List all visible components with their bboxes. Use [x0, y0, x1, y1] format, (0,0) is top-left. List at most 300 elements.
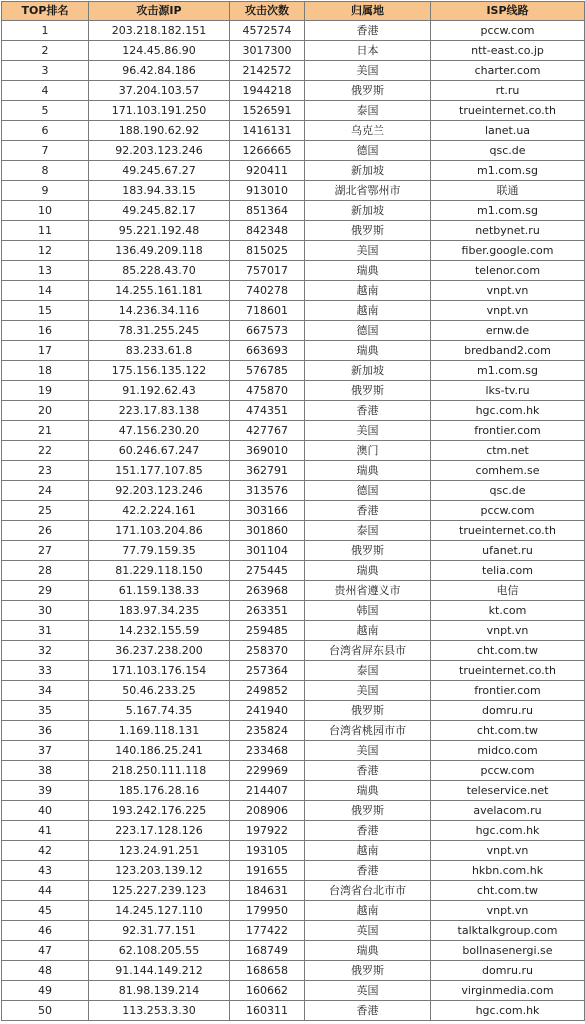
- cell-isp: trueinternet.co.th: [431, 661, 585, 681]
- cell-isp: bollnasenergi.se: [431, 941, 585, 961]
- cell-location: 美国: [305, 61, 431, 81]
- cell-isp: m1.com.sg: [431, 201, 585, 221]
- cell-attack-count: 842348: [230, 221, 305, 241]
- cell-isp: hkbn.com.hk: [431, 861, 585, 881]
- cell-location: 越南: [305, 281, 431, 301]
- cell-attack-count: 475870: [230, 381, 305, 401]
- cell-isp: qsc.de: [431, 481, 585, 501]
- cell-location: 美国: [305, 241, 431, 261]
- cell-rank: 21: [2, 421, 89, 441]
- cell-location: 贵州省遵义市: [305, 581, 431, 601]
- table-row: [2, 901, 585, 921]
- cell-location: 香港: [305, 861, 431, 881]
- cell-isp: m1.com.sg: [431, 361, 585, 381]
- cell-attack-count: 2142572: [230, 61, 305, 81]
- table-row: [2, 501, 585, 521]
- header-location: 归属地: [305, 2, 431, 21]
- table-row: [2, 361, 585, 381]
- cell-rank: 11: [2, 221, 89, 241]
- cell-isp: cht.com.tw: [431, 641, 585, 661]
- table-row: [2, 61, 585, 81]
- cell-location: 香港: [305, 1001, 431, 1021]
- table-row: [2, 841, 585, 861]
- cell-location: 瑞典: [305, 941, 431, 961]
- cell-rank: 26: [2, 521, 89, 541]
- table-row: [2, 621, 585, 641]
- cell-location: 香港: [305, 501, 431, 521]
- cell-isp: frontier.com: [431, 681, 585, 701]
- cell-location: 香港: [305, 761, 431, 781]
- cell-rank: 35: [2, 701, 89, 721]
- cell-source-ip: 92.203.123.246: [89, 481, 230, 501]
- cell-source-ip: 136.49.209.118: [89, 241, 230, 261]
- cell-location: 新加坡: [305, 161, 431, 181]
- cell-location: 美国: [305, 421, 431, 441]
- cell-attack-count: 313576: [230, 481, 305, 501]
- cell-rank: 28: [2, 561, 89, 581]
- table-row: [2, 861, 585, 881]
- cell-attack-count: 815025: [230, 241, 305, 261]
- cell-source-ip: 124.45.86.90: [89, 41, 230, 61]
- table-row: [2, 981, 585, 1001]
- table-row: [2, 921, 585, 941]
- cell-isp: ernw.de: [431, 321, 585, 341]
- cell-source-ip: 175.156.135.122: [89, 361, 230, 381]
- cell-rank: 12: [2, 241, 89, 261]
- cell-location: 英国: [305, 981, 431, 1001]
- cell-attack-count: 263968: [230, 581, 305, 601]
- cell-rank: 3: [2, 61, 89, 81]
- cell-location: 俄罗斯: [305, 81, 431, 101]
- cell-source-ip: 49.245.82.17: [89, 201, 230, 221]
- cell-attack-count: 920411: [230, 161, 305, 181]
- table-row: [2, 721, 585, 741]
- cell-source-ip: 123.203.139.12: [89, 861, 230, 881]
- cell-source-ip: 183.94.33.15: [89, 181, 230, 201]
- table-row: [2, 301, 585, 321]
- table-row: [2, 941, 585, 961]
- cell-isp: talktalkgroup.com: [431, 921, 585, 941]
- cell-attack-count: 740278: [230, 281, 305, 301]
- table-row: [2, 41, 585, 61]
- cell-source-ip: 85.228.43.70: [89, 261, 230, 281]
- header-rank: TOP排名: [2, 2, 89, 21]
- attack-source-table: [1, 1, 585, 1021]
- cell-rank: 27: [2, 541, 89, 561]
- cell-location: 香港: [305, 401, 431, 421]
- cell-source-ip: 140.186.25.241: [89, 741, 230, 761]
- cell-isp: vnpt.vn: [431, 621, 585, 641]
- cell-source-ip: 42.2.224.161: [89, 501, 230, 521]
- cell-rank: 33: [2, 661, 89, 681]
- cell-attack-count: 208906: [230, 801, 305, 821]
- cell-source-ip: 14.232.155.59: [89, 621, 230, 641]
- cell-isp: trueinternet.co.th: [431, 101, 585, 121]
- table-row: [2, 781, 585, 801]
- cell-attack-count: 913010: [230, 181, 305, 201]
- table-body: [2, 21, 585, 1021]
- cell-location: 瑞典: [305, 261, 431, 281]
- cell-rank: 43: [2, 861, 89, 881]
- table-row: [2, 161, 585, 181]
- cell-location: 台湾省桃园市市: [305, 721, 431, 741]
- cell-location: 瑞典: [305, 341, 431, 361]
- cell-attack-count: 427767: [230, 421, 305, 441]
- cell-isp: frontier.com: [431, 421, 585, 441]
- table-row: [2, 881, 585, 901]
- table-row: [2, 241, 585, 261]
- cell-rank: 38: [2, 761, 89, 781]
- table-row: [2, 581, 585, 601]
- table-row: [2, 401, 585, 421]
- cell-source-ip: 83.233.61.8: [89, 341, 230, 361]
- table-row: [2, 201, 585, 221]
- table-row: [2, 541, 585, 561]
- cell-rank: 4: [2, 81, 89, 101]
- cell-rank: 32: [2, 641, 89, 661]
- cell-location: 台湾省屏东县市: [305, 641, 431, 661]
- cell-attack-count: 160662: [230, 981, 305, 1001]
- cell-rank: 49: [2, 981, 89, 1001]
- cell-location: 台湾省台北市市: [305, 881, 431, 901]
- cell-attack-count: 275445: [230, 561, 305, 581]
- cell-rank: 20: [2, 401, 89, 421]
- cell-rank: 48: [2, 961, 89, 981]
- cell-attack-count: 303166: [230, 501, 305, 521]
- cell-isp: virginmedia.com: [431, 981, 585, 1001]
- cell-source-ip: 151.177.107.85: [89, 461, 230, 481]
- cell-attack-count: 258370: [230, 641, 305, 661]
- cell-source-ip: 81.98.139.214: [89, 981, 230, 1001]
- cell-isp: trueinternet.co.th: [431, 521, 585, 541]
- cell-rank: 19: [2, 381, 89, 401]
- cell-source-ip: 125.227.239.123: [89, 881, 230, 901]
- cell-source-ip: 1.169.118.131: [89, 721, 230, 741]
- cell-isp: vnpt.vn: [431, 301, 585, 321]
- table-row: [2, 101, 585, 121]
- cell-attack-count: 229969: [230, 761, 305, 781]
- table-row: [2, 141, 585, 161]
- header-attack-count: 攻击次数: [230, 2, 305, 21]
- cell-isp: kt.com: [431, 601, 585, 621]
- cell-location: 越南: [305, 301, 431, 321]
- cell-rank: 13: [2, 261, 89, 281]
- cell-source-ip: 223.17.83.138: [89, 401, 230, 421]
- cell-isp: midco.com: [431, 741, 585, 761]
- cell-isp: pccw.com: [431, 761, 585, 781]
- cell-isp: vnpt.vn: [431, 841, 585, 861]
- cell-source-ip: 78.31.255.245: [89, 321, 230, 341]
- table-row: [2, 421, 585, 441]
- cell-rank: 25: [2, 501, 89, 521]
- table-row: [2, 181, 585, 201]
- cell-source-ip: 188.190.62.92: [89, 121, 230, 141]
- cell-rank: 42: [2, 841, 89, 861]
- cell-source-ip: 50.46.233.25: [89, 681, 230, 701]
- cell-location: 美国: [305, 681, 431, 701]
- cell-location: 英国: [305, 921, 431, 941]
- cell-rank: 5: [2, 101, 89, 121]
- table-row: [2, 321, 585, 341]
- cell-source-ip: 95.221.192.48: [89, 221, 230, 241]
- cell-source-ip: 113.253.3.30: [89, 1001, 230, 1021]
- cell-location: 德国: [305, 321, 431, 341]
- cell-isp: rt.ru: [431, 81, 585, 101]
- cell-source-ip: 77.79.159.35: [89, 541, 230, 561]
- cell-source-ip: 92.31.77.151: [89, 921, 230, 941]
- cell-rank: 14: [2, 281, 89, 301]
- cell-location: 乌克兰: [305, 121, 431, 141]
- table-row: [2, 21, 585, 41]
- cell-source-ip: 91.144.149.212: [89, 961, 230, 981]
- table-row: [2, 461, 585, 481]
- cell-location: 香港: [305, 21, 431, 41]
- cell-attack-count: 168749: [230, 941, 305, 961]
- table-row: [2, 961, 585, 981]
- cell-rank: 2: [2, 41, 89, 61]
- cell-source-ip: 203.218.182.151: [89, 21, 230, 41]
- cell-attack-count: 1944218: [230, 81, 305, 101]
- cell-rank: 16: [2, 321, 89, 341]
- cell-attack-count: 667573: [230, 321, 305, 341]
- cell-isp: ctm.net: [431, 441, 585, 461]
- table-row: [2, 481, 585, 501]
- table-row: [2, 441, 585, 461]
- cell-rank: 39: [2, 781, 89, 801]
- cell-source-ip: 81.229.118.150: [89, 561, 230, 581]
- cell-attack-count: 214407: [230, 781, 305, 801]
- cell-location: 瑞典: [305, 461, 431, 481]
- cell-rank: 46: [2, 921, 89, 941]
- cell-source-ip: 92.203.123.246: [89, 141, 230, 161]
- cell-source-ip: 14.245.127.110: [89, 901, 230, 921]
- cell-attack-count: 663693: [230, 341, 305, 361]
- cell-isp: charter.com: [431, 61, 585, 81]
- cell-rank: 34: [2, 681, 89, 701]
- cell-isp: 电信: [431, 581, 585, 601]
- cell-location: 瑞典: [305, 781, 431, 801]
- cell-attack-count: 233468: [230, 741, 305, 761]
- cell-rank: 47: [2, 941, 89, 961]
- cell-isp: cht.com.tw: [431, 721, 585, 741]
- cell-isp: hgc.com.hk: [431, 821, 585, 841]
- cell-attack-count: 3017300: [230, 41, 305, 61]
- cell-location: 湖北省鄂州市: [305, 181, 431, 201]
- cell-rank: 45: [2, 901, 89, 921]
- table-row: [2, 701, 585, 721]
- cell-attack-count: 197922: [230, 821, 305, 841]
- table-row: [2, 281, 585, 301]
- cell-isp: lks-tv.ru: [431, 381, 585, 401]
- cell-isp: m1.com.sg: [431, 161, 585, 181]
- table-row: [2, 681, 585, 701]
- cell-rank: 31: [2, 621, 89, 641]
- cell-source-ip: 223.17.128.126: [89, 821, 230, 841]
- cell-rank: 30: [2, 601, 89, 621]
- cell-isp: ufanet.ru: [431, 541, 585, 561]
- table-row: [2, 81, 585, 101]
- cell-source-ip: 183.97.34.235: [89, 601, 230, 621]
- cell-source-ip: 47.156.230.20: [89, 421, 230, 441]
- cell-attack-count: 168658: [230, 961, 305, 981]
- cell-attack-count: 177422: [230, 921, 305, 941]
- cell-location: 韩国: [305, 601, 431, 621]
- cell-rank: 1: [2, 21, 89, 41]
- cell-isp: teleservice.net: [431, 781, 585, 801]
- cell-attack-count: 249852: [230, 681, 305, 701]
- cell-location: 越南: [305, 841, 431, 861]
- cell-isp: comhem.se: [431, 461, 585, 481]
- cell-rank: 40: [2, 801, 89, 821]
- cell-location: 俄罗斯: [305, 701, 431, 721]
- cell-location: 俄罗斯: [305, 221, 431, 241]
- cell-rank: 15: [2, 301, 89, 321]
- cell-attack-count: 193105: [230, 841, 305, 861]
- table-row: [2, 601, 585, 621]
- cell-attack-count: 362791: [230, 461, 305, 481]
- cell-attack-count: 369010: [230, 441, 305, 461]
- cell-isp: pccw.com: [431, 21, 585, 41]
- cell-rank: 8: [2, 161, 89, 181]
- cell-rank: 24: [2, 481, 89, 501]
- cell-attack-count: 184631: [230, 881, 305, 901]
- cell-attack-count: 191655: [230, 861, 305, 881]
- cell-location: 澳门: [305, 441, 431, 461]
- table-row: [2, 761, 585, 781]
- cell-isp: 联通: [431, 181, 585, 201]
- cell-source-ip: 193.242.176.225: [89, 801, 230, 821]
- cell-location: 泰国: [305, 661, 431, 681]
- header-isp: ISP线路: [431, 2, 585, 21]
- cell-rank: 29: [2, 581, 89, 601]
- cell-attack-count: 241940: [230, 701, 305, 721]
- cell-location: 日本: [305, 41, 431, 61]
- cell-rank: 23: [2, 461, 89, 481]
- header-row: [2, 2, 585, 21]
- cell-rank: 44: [2, 881, 89, 901]
- table-row: [2, 121, 585, 141]
- cell-attack-count: 301104: [230, 541, 305, 561]
- cell-location: 俄罗斯: [305, 961, 431, 981]
- table-row: [2, 821, 585, 841]
- cell-attack-count: 160311: [230, 1001, 305, 1021]
- cell-isp: telia.com: [431, 561, 585, 581]
- cell-attack-count: 235824: [230, 721, 305, 741]
- cell-isp: hgc.com.hk: [431, 401, 585, 421]
- cell-location: 泰国: [305, 101, 431, 121]
- cell-rank: 50: [2, 1001, 89, 1021]
- cell-location: 俄罗斯: [305, 381, 431, 401]
- cell-attack-count: 4572574: [230, 21, 305, 41]
- cell-source-ip: 61.159.138.33: [89, 581, 230, 601]
- cell-isp: domru.ru: [431, 701, 585, 721]
- cell-source-ip: 123.24.91.251: [89, 841, 230, 861]
- table-row: [2, 221, 585, 241]
- cell-isp: vnpt.vn: [431, 901, 585, 921]
- cell-location: 新加坡: [305, 201, 431, 221]
- cell-rank: 17: [2, 341, 89, 361]
- cell-rank: 10: [2, 201, 89, 221]
- cell-source-ip: 185.176.28.16: [89, 781, 230, 801]
- table-row: [2, 661, 585, 681]
- cell-isp: bredband2.com: [431, 341, 585, 361]
- cell-attack-count: 1526591: [230, 101, 305, 121]
- cell-attack-count: 257364: [230, 661, 305, 681]
- cell-rank: 22: [2, 441, 89, 461]
- cell-attack-count: 576785: [230, 361, 305, 381]
- table-row: [2, 801, 585, 821]
- cell-rank: 41: [2, 821, 89, 841]
- cell-location: 俄罗斯: [305, 801, 431, 821]
- header-source-ip: 攻击源IP: [89, 2, 230, 21]
- cell-source-ip: 5.167.74.35: [89, 701, 230, 721]
- cell-isp: ntt-east.co.jp: [431, 41, 585, 61]
- cell-isp: vnpt.vn: [431, 281, 585, 301]
- cell-source-ip: 60.246.67.247: [89, 441, 230, 461]
- cell-source-ip: 96.42.84.186: [89, 61, 230, 81]
- cell-source-ip: 36.237.238.200: [89, 641, 230, 661]
- cell-source-ip: 171.103.204.86: [89, 521, 230, 541]
- cell-attack-count: 757017: [230, 261, 305, 281]
- cell-source-ip: 49.245.67.27: [89, 161, 230, 181]
- cell-location: 美国: [305, 741, 431, 761]
- cell-rank: 18: [2, 361, 89, 381]
- cell-attack-count: 179950: [230, 901, 305, 921]
- table-row: [2, 1001, 585, 1021]
- cell-source-ip: 14.236.34.116: [89, 301, 230, 321]
- cell-location: 德国: [305, 141, 431, 161]
- table-row: [2, 741, 585, 761]
- cell-isp: hgc.com.hk: [431, 1001, 585, 1021]
- cell-rank: 7: [2, 141, 89, 161]
- cell-isp: netbynet.ru: [431, 221, 585, 241]
- cell-isp: cht.com.tw: [431, 881, 585, 901]
- cell-isp: fiber.google.com: [431, 241, 585, 261]
- cell-rank: 9: [2, 181, 89, 201]
- cell-location: 香港: [305, 821, 431, 841]
- cell-location: 新加坡: [305, 361, 431, 381]
- cell-location: 越南: [305, 901, 431, 921]
- cell-source-ip: 91.192.62.43: [89, 381, 230, 401]
- cell-attack-count: 259485: [230, 621, 305, 641]
- cell-source-ip: 171.103.176.154: [89, 661, 230, 681]
- cell-isp: domru.ru: [431, 961, 585, 981]
- table-row: [2, 341, 585, 361]
- table-row: [2, 641, 585, 661]
- cell-rank: 36: [2, 721, 89, 741]
- cell-location: 瑞典: [305, 561, 431, 581]
- cell-location: 泰国: [305, 521, 431, 541]
- cell-attack-count: 1416131: [230, 121, 305, 141]
- cell-rank: 37: [2, 741, 89, 761]
- cell-location: 越南: [305, 621, 431, 641]
- table-row: [2, 381, 585, 401]
- cell-rank: 6: [2, 121, 89, 141]
- cell-isp: pccw.com: [431, 501, 585, 521]
- table-row: [2, 561, 585, 581]
- cell-isp: avelacom.ru: [431, 801, 585, 821]
- cell-isp: lanet.ua: [431, 121, 585, 141]
- cell-source-ip: 218.250.111.118: [89, 761, 230, 781]
- cell-location: 德国: [305, 481, 431, 501]
- cell-source-ip: 37.204.103.57: [89, 81, 230, 101]
- cell-attack-count: 263351: [230, 601, 305, 621]
- cell-attack-count: 301860: [230, 521, 305, 541]
- cell-attack-count: 718601: [230, 301, 305, 321]
- cell-source-ip: 171.103.191.250: [89, 101, 230, 121]
- cell-source-ip: 14.255.161.181: [89, 281, 230, 301]
- table-row: [2, 521, 585, 541]
